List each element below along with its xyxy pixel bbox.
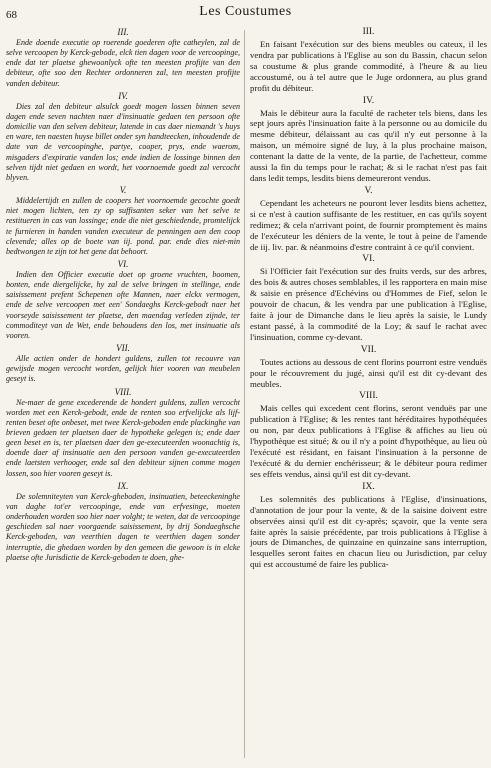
article-number: V. (119, 185, 127, 196)
article-number: III. (117, 27, 129, 37)
article-number: VI. (362, 254, 375, 265)
article-text: Cependant les acheteurs ne pouront lever lesdits biens achettez, si ce n'est à caution suffisante de les restituer, en cas qu'ils soyent redimez; & cela n'arrivant point, de fournir promptement ès mains de l'exécuteur les déniers de la vente, le tout à peine de l'amende de iij. liv. par. & néanmoins d'estre contraint à ce qu'il convient. (250, 197, 487, 252)
article-text: Ende doende executie op roerende goederen ofte catheylen, zal de selve vercoopen by Kerck-gebode, elck tien dagen voor de vercoopinge, ende dat ter plaetse ghewoonlyck ofte ten meesten profijte van den debiteur, ofte soo den Rechter ordonneren zal, ten meesten profijte vanden debiteur. (6, 38, 240, 88)
article-text: Ne-maer de gene excederende de hondert guldens, zullen vercocht worden met een Kerck-gebodt, ende de renten soo erfvelijcke als lijf-renten beset ofte onbeset, met twee Kerck-geboden ende plackinghe van brieven gedaen ter plaetsen daer de hypotheke gelegen is; ende daer geen beset en is, ter plaetsen daer den ge-executeerden woonachtig is, doende daer af insinuatie aen den persoon vanden ge-executeerden ende laetsten verhooger, ende sal den debiteur sijnen comme mogen lossen, soo hier vooren geseyt is. (6, 397, 240, 478)
article-number: IV. (118, 90, 128, 101)
article-number: IX. (117, 480, 129, 491)
article-text: Si l'Officier fait l'exécution sur des fruits verds, sur des arbres, des bois & autres choses semblables, il les rapportera en main mise & saisie en présence d'Echévins ou d'Hommes de Fief, selon le pouvoir de chacun, & les vendra par une publication à l'Eglise, faite à jour de Dimanche dans le lieu après la saisie, le Lundy estant passé, à la commodité de la Loy; & sauf le rachat avec l'insinuation, comme cy-devant. (250, 266, 487, 342)
article-text: Middelertijdt en zullen de coopers het voornoemde gecochte goedt niet mogen lichten, ten zy op suffisanten seker van het selve te restitueren in cas van lossinge; ende die niet geschiedende, promtelijck te furnieren in handen vanden executeur de penningen aen den coop clevende; alles op de boete van iij. pond. par. ende dies niet-min bedtwongen te zijn tot het gene dat behoort. (6, 196, 240, 256)
left-column-flemish (6, 26, 240, 762)
article-number: VII. (116, 343, 130, 354)
article (6, 91, 240, 183)
article (6, 259, 240, 341)
article-text: Indien den Officier executie doet op groene vruchten, boomen, bonten, ende diergelijcke, hy zal de selve bringen in stellinge, ende saisissement prefent Schepenen ofte Mannen, naer elckx vermogen, ende de selve vercoopen met een' Sondaeghs Kerck-gebodt naer het voorseyde saisissement ter plaetse, den maendag verleden zijnde, ter commoditeyt van de Wet, ende behoudens den los, met insinuatie als vooren. (6, 269, 240, 340)
article-text: En faisant l'exécution sur des biens meubles ou cateux, il les vendra par publications à l'Eglise au son du Bassin, chacun selon sa coustume & plus grande commodité, à l'heure & au lieu accoustumé, ou à tel autre que le Juge ordonnera, au plus grand profit du débiteur. (250, 39, 487, 93)
article (250, 345, 487, 390)
article (250, 482, 487, 570)
article-text: Dies zal den debiteur alsulck goedt mogen lossen binnen seven dagen ende seven nachten naer d'insinuatie gedaen ten persoon ofte domicilie van den selven debiteur, latende in cas daer niemandt 's huys en ware, ten naesten huyse billet onder syn handteecken, inhoudende de date van de vercoopinghe, partye, cooper, prys, ende waerom, misgaders d'expiratie vanden los; ende indien de lossinge binnen den selven tijdt niet gedaen en wordt, het voornoemde goedt zal vercocht blyven. (6, 101, 240, 182)
column-divider (244, 30, 245, 758)
article-number: IX. (362, 481, 375, 492)
article-text: Alle actien onder de hondert guldens, zullen tot recouvre van gewijsde mogen vercocht worden, gelijck hier vooren van meubelen geseyt is. (6, 354, 240, 384)
article-text: De solemniteyten van Kerck-gheboden, insinuatien, beteeckeninghe van daghe tot'er vercoopinge, ende van erfvesinge, moeten onderhouden worden soo hier naer volght; te weten, dat de vercoopinge geschieden sal naer voorgaende saisissement, by drij Sondaeghsche Kerck-geboden, van veerthien dagen te veerthien dagen sonder interruptie, die ghedaen worden by den gemeen die gewoon is in elcke plaetse ofte Jurisdictie de Kerck-geboden te doen, ghe- (6, 491, 240, 562)
article (6, 481, 240, 563)
article-number: VI. (117, 258, 129, 269)
article (250, 391, 487, 479)
article-text: Les solemnités des publications à l'Eglise, d'insinuations, d'annotation de jour pour la vente, & de la saisine doivent estre observées ainsi qu'il est dit cy-après; sçavoir, que la vente sera faite après la saisie précédente, par trois publications à l'Eglise à jours de Dimanches, de quinzaine en quinzaine sans interruption, lesquelles seront faites en chacun lieu ou Jurisdiction, par celuy qui est accoustumé de faire les publica- (250, 493, 487, 570)
page-header (0, 4, 491, 24)
running-title: Les Coustumes (199, 4, 292, 19)
article (6, 343, 240, 384)
article-number: VIII. (114, 386, 132, 397)
right-column-french (250, 26, 487, 762)
article (250, 186, 487, 253)
article-text: Mais celles qui excedent cent florins, seront venduës par une publication à l'Eglise; & les rentes tant héréditaires hypothéquées ou non, par deux publications à l'Eglise & affiches au lieu où l'hypothèque est situé; & ou il n'y a point d'hypothèque, au lieu où l'exécuté est résidant, en faisant l'insinuation à la personne de l'exécuté & du dernier enchérisseur; & le débiteur poura redimer ses effets vendus, ainsi qu'il est dit cy-devant. (250, 403, 487, 479)
article-number: IV. (362, 95, 375, 106)
article-number: VIII. (359, 391, 378, 402)
article-text: Toutes actions au dessous de cent florins pourront estre venduës pour le récouvrement du jugé, ainsi qu'il est dit cy-devant des meubles. (250, 356, 487, 389)
article (6, 27, 240, 89)
article (250, 96, 487, 184)
article-text: Mais le débiteur aura la faculté de racheter tels biens, dans les sept jours après l'insinuation faite à la personne ou au domicile du mesme débiteur, délaissant au cas qu'il n'y eut personne à la maison, un mémoire signé de luy, à la plus prochaine maison, contenant la datte de la vente, de la partie, de l'achetteur, comme aussi la fin du temps pour le rachat; & si le rachat n'est pas fait dans ledit temps, lesdits biens demeureront vendus. (250, 107, 487, 183)
article (250, 254, 487, 342)
article (6, 185, 240, 257)
article (6, 387, 240, 479)
article (250, 27, 487, 94)
page-number: 68 (6, 9, 17, 21)
article-number: VII. (360, 344, 377, 355)
article-number: V. (364, 185, 373, 196)
article-number: III. (362, 27, 375, 37)
